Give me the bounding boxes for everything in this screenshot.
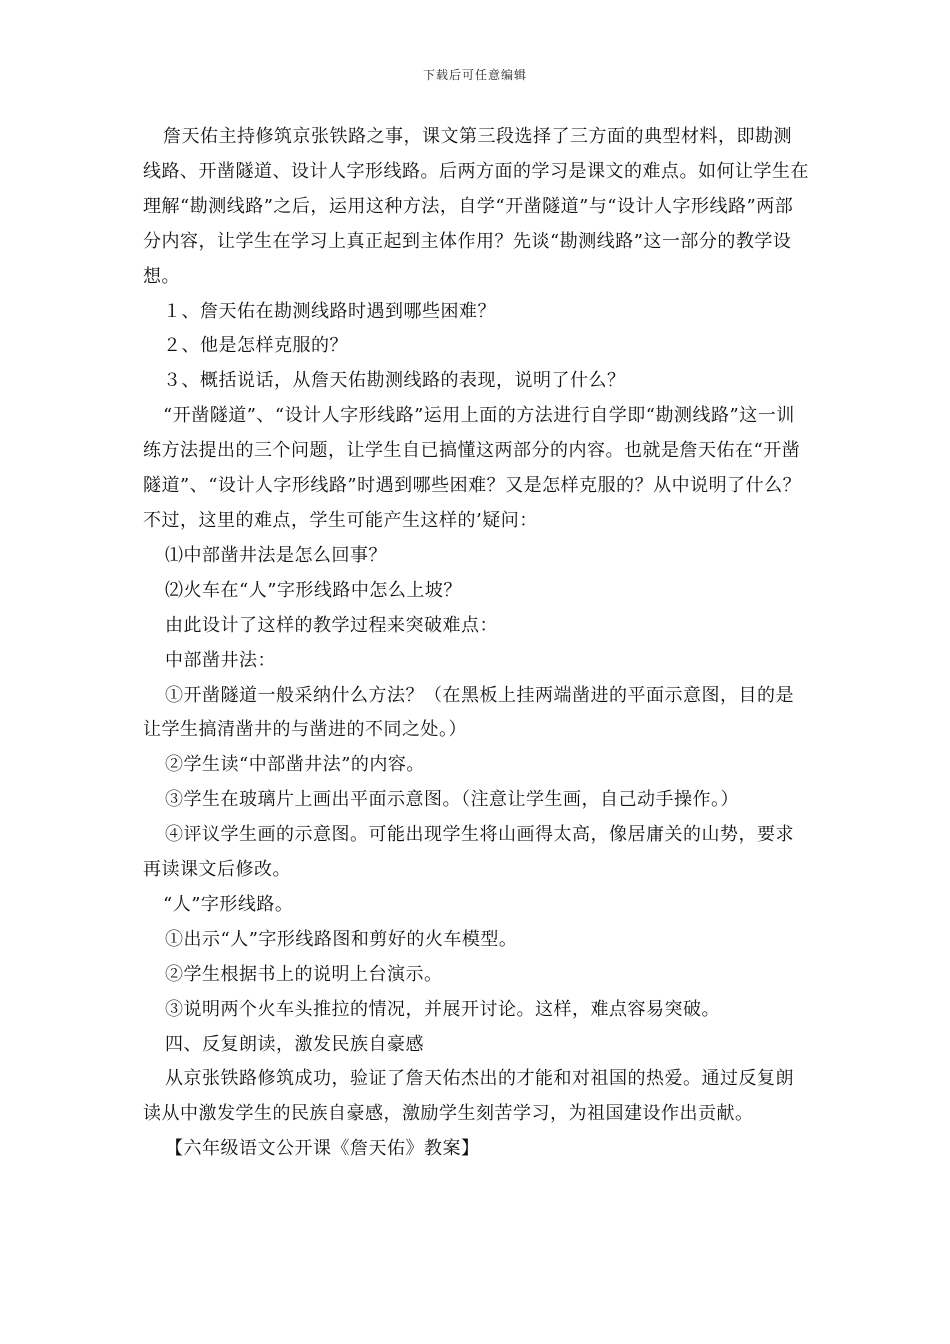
question-3: ３、概括说话，从詹天佑勘测线路的表现，说明了什么？ [163, 370, 626, 392]
step-zigzag-2: ②学生根据书上的说明上台演示。 [165, 963, 443, 985]
conclusion-paragraph: 从京张铁路修筑成功，验证了詹天佑杰出的才能和对祖国的热爱。通过反复朗读从中激发学生的民族自豪感，激励学生刻苦学习，为祖国建设作出贡献。 [143, 1068, 794, 1125]
document-title-footer: 【六年级语文公开课《詹天佑》教案】 [165, 1138, 480, 1160]
doubt-1: ⑴中部凿井法是怎么回事？ [165, 544, 387, 566]
page-header-note: 下载后可任意编辑 [422, 68, 527, 82]
section-heading-shaft-method: 中部凿井法： [165, 649, 276, 671]
step-shaft-1: ①开凿隧道一般采纳什么方法？（在黑板上挂两端凿进的平面示意图，目的是让学生搞清凿井的与凿进的不同之处。） [143, 684, 794, 741]
intro-paragraph: 詹天佑主持修筑京张铁路之事，课文第三段选择了三方面的典型材料，即勘测线路、开凿隧道、设计人字形线路。后两方面的学习是课文的难点。如何让学生在理解“勘测线路”之后，运用这种方法，自学“开凿隧道”与“设计人字形线路”两部分内容，让学生在学习上真正起到主体作用？先谈“勘测线路”这一部分的教学设想。 [143, 126, 809, 287]
doubt-2: ⑵火车在“人”字形线路中怎么上坡？ [165, 579, 462, 601]
step-zigzag-1: ①出示“人”字形线路图和剪好的火车模型。 [165, 928, 518, 950]
step-shaft-2: ②学生读“中部凿井法”的内容。 [165, 754, 425, 776]
step-shaft-3: ③学生在玻璃片上画出平面示意图。（注意让学生画，自己动手操作。） [165, 789, 739, 811]
document-body [143, 120, 809, 1167]
question-2: ２、他是怎样克服的？ [163, 335, 348, 357]
self-study-paragraph: “开凿隧道”、“设计人字形线路”运用上面的方法进行自学即“勘测线路”这一训练方法提出的三个问题，让学生自已搞懂这两部分的内容。也就是詹天佑在“开凿隧道”、“设计人字形线路”时遇到哪些困难？又是怎样克服的？从中说明了什么？不过，这里的难点，学生可能产生这样的’疑问： [143, 405, 802, 531]
step-shaft-4: ④评议学生画的示意图。可能出现学生将山画得太高，像居庸关的山势，要求再读课文后修改。 [143, 824, 794, 881]
section-heading-zigzag-line: “人”字形线路。 [163, 893, 294, 915]
step-zigzag-3: ③说明两个火车头推拉的情况，并展开讨论。这样，难点容易突破。 [165, 998, 720, 1020]
process-intro: 由此设计了这样的教学过程来突破难点： [165, 614, 498, 636]
question-1: １、詹天佑在勘测线路时遇到哪些困难？ [163, 300, 496, 322]
section-heading-reading: 四、反复朗读，激发民族自豪感 [165, 1033, 424, 1055]
